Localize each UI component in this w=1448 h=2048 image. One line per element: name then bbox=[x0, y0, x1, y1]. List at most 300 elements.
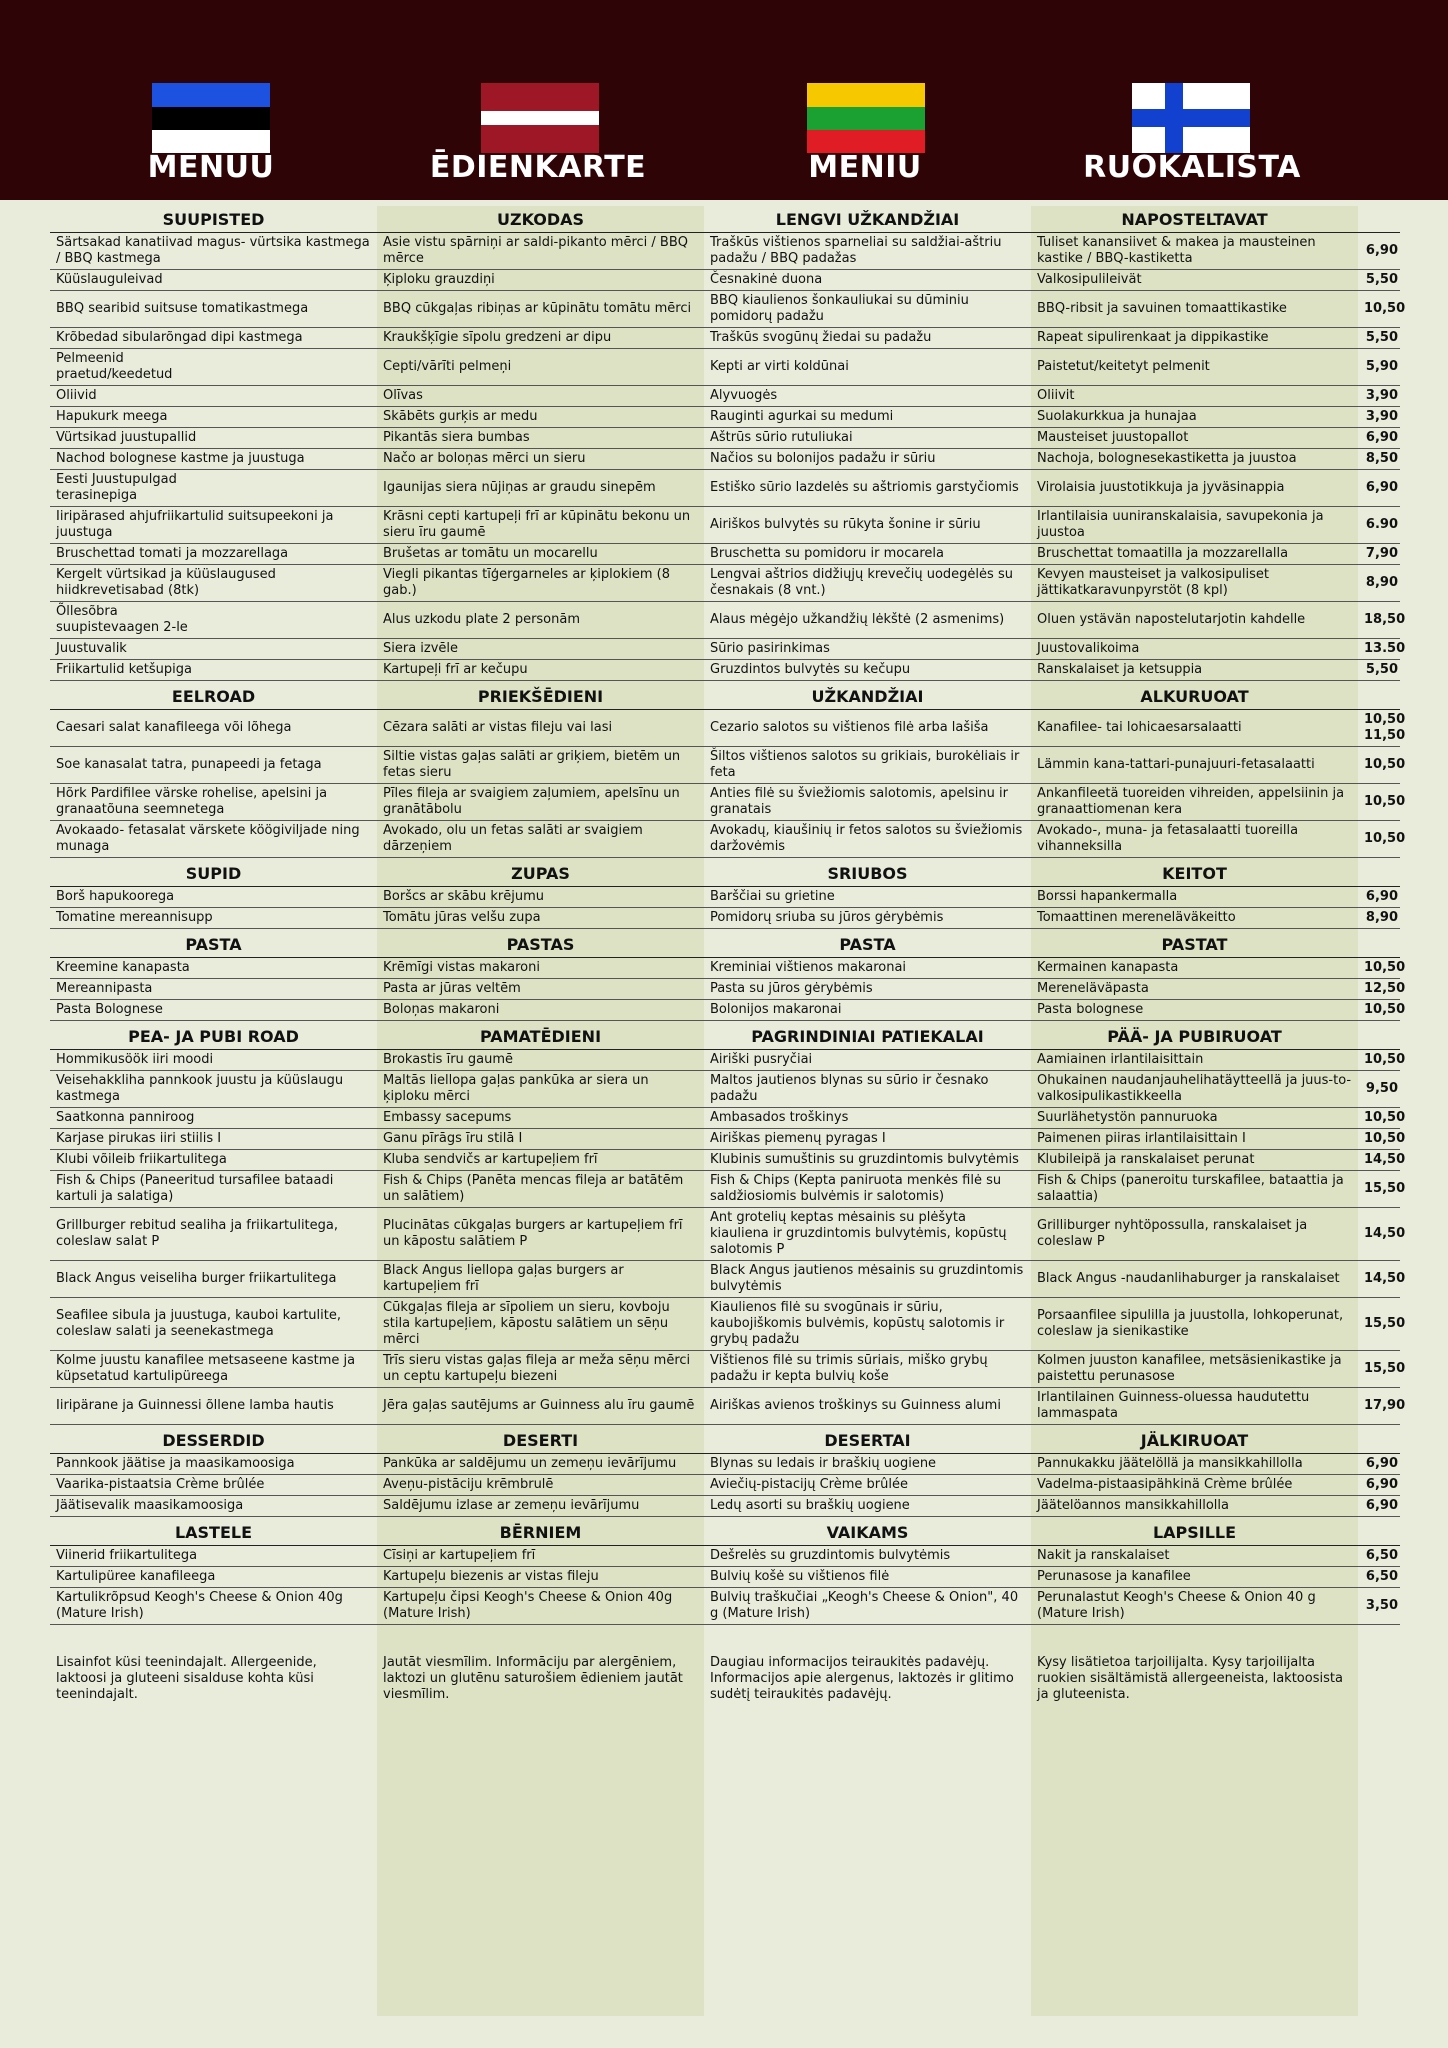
item-name-finnish: Vadelma-pistaasipähkinä Crème brûlée bbox=[1031, 1475, 1358, 1496]
section-title-estonian: PASTA bbox=[50, 929, 377, 958]
item-name-latvian: Pankūka ar saldējumu un zemeņu ievārījumu bbox=[377, 1454, 704, 1475]
item-name-finnish: Kermainen kanapasta bbox=[1031, 958, 1358, 979]
item-name-lithuanian: Ambasados troškinys bbox=[704, 1108, 1031, 1129]
item-name-latvian: Boršcs ar skābu krējumu bbox=[377, 887, 704, 908]
item-name-estonian: Hommikusöök iiri moodi bbox=[50, 1050, 377, 1071]
item-price: 6,50 bbox=[1358, 1546, 1400, 1567]
item-name-finnish: Pasta bolognese bbox=[1031, 1000, 1358, 1021]
item-name-lithuanian: Traškūs svogūnų žiedai su padažu bbox=[704, 328, 1031, 349]
item-name-latvian: Aveņu-pistāciju krēmbrulē bbox=[377, 1475, 704, 1496]
menu-item-row bbox=[50, 507, 1400, 544]
item-name-estonian: Särtsakad kanatiivad magus- vürtsika kastmega / BBQ kastmega bbox=[50, 233, 377, 270]
section-title-estonian: SUPID bbox=[50, 858, 377, 887]
item-name-estonian: Iiripärased ahjufriikartulid suitsupeekoni ja juustuga bbox=[50, 507, 377, 544]
item-price: 15,50 bbox=[1358, 1171, 1400, 1208]
item-name-finnish: Jäätelöannos mansikkahillolla bbox=[1031, 1496, 1358, 1517]
menu-item-row bbox=[50, 565, 1400, 602]
header-estonian bbox=[46, 0, 376, 200]
menu-item-row bbox=[50, 1388, 1400, 1425]
item-price: 6,90 bbox=[1358, 1475, 1400, 1496]
header-lithuanian bbox=[700, 0, 1030, 200]
item-name-estonian: Kartulikrõpsud Keogh's Cheese & Onion 40g (Mature Irish) bbox=[50, 1588, 377, 1625]
item-name-lithuanian: Sūrio pasirinkimas bbox=[704, 639, 1031, 660]
item-name-lithuanian: Cezario salotos su vištienos filė arba lašiša bbox=[704, 710, 1031, 747]
item-name-finnish: Fish & Chips (paneroitu turskafilee, bataattia ja salaattia) bbox=[1031, 1171, 1358, 1208]
header-title-lithuanian: MENIU bbox=[808, 150, 922, 185]
item-name-finnish: Oluen ystävän napostelutarjotin kahdelle bbox=[1031, 602, 1358, 639]
item-name-latvian: Skābēts gurķis ar medu bbox=[377, 407, 704, 428]
header-latvian bbox=[373, 0, 703, 200]
item-name-estonian: Grillburger rebitud sealiha ja friikartulitega, coleslaw salat P bbox=[50, 1208, 377, 1261]
item-name-latvian: Igaunijas siera nūjiņas ar graudu sinepēm bbox=[377, 470, 704, 507]
item-price: 10,50 bbox=[1358, 821, 1400, 858]
item-name-lithuanian: Klubinis sumuštinis su gruzdintomis bulvytėmis bbox=[704, 1150, 1031, 1171]
section-header-row bbox=[50, 681, 1400, 710]
menu-body bbox=[50, 204, 1406, 1705]
item-name-lithuanian: Fish & Chips (Kepta paniruota menkės filė su saldžiosiomis bulvėmis ir salotomis) bbox=[704, 1171, 1031, 1208]
item-name-estonian: Eesti Juustupulgad terasinepiga bbox=[50, 470, 377, 507]
item-name-latvian: Boloņas makaroni bbox=[377, 1000, 704, 1021]
item-name-lithuanian: BBQ kiaulienos šonkauliukai su dūminiu pomidorų padažu bbox=[704, 291, 1031, 328]
item-name-finnish: Virolaisia juustotikkuja ja jyväsinappia bbox=[1031, 470, 1358, 507]
menu-header bbox=[0, 0, 1448, 200]
section-header-row bbox=[50, 858, 1400, 887]
menu-item-row bbox=[50, 1000, 1400, 1021]
section-title-finnish: LAPSILLE bbox=[1031, 1517, 1358, 1546]
section-title-latvian: PRIEKŠĒDIENI bbox=[377, 681, 704, 710]
item-name-lithuanian: Traškūs vištienos sparneliai su saldžiai-aštriu padažu / BBQ padažas bbox=[704, 233, 1031, 270]
menu-item-row bbox=[50, 1588, 1400, 1625]
item-name-latvian: Viegli pikantas tīģergarneles ar ķiplokiem (8 gab.) bbox=[377, 565, 704, 602]
item-price: 15,50 bbox=[1358, 1298, 1400, 1351]
item-name-finnish: Oliivit bbox=[1031, 386, 1358, 407]
item-name-lithuanian: Ledų asorti su braškių uogiene bbox=[704, 1496, 1031, 1517]
item-name-latvian: Brušetas ar tomātu un mocarellu bbox=[377, 544, 704, 565]
item-name-finnish: Kevyen mausteiset ja valkosipuliset jättikatkaravunpyrstöt (8 kpl) bbox=[1031, 565, 1358, 602]
allergen-note-finnish: Kysy lisätietoa tarjoilijalta. Kysy tarjoilijalta ruokien sisältämistä allergeeneista, laktoosista ja gluteenista. bbox=[1037, 1655, 1343, 1702]
item-name-latvian: Kartupeļi frī ar kečupu bbox=[377, 660, 704, 681]
item-name-lithuanian: Načios su bolonijos padažu ir sūriu bbox=[704, 449, 1031, 470]
item-name-latvian: Jēra gaļas sautējums ar Guinness alu īru gaumē bbox=[377, 1388, 704, 1425]
menu-item-row bbox=[50, 1071, 1400, 1108]
item-name-finnish: Mereneläväpasta bbox=[1031, 979, 1358, 1000]
notes-spacer bbox=[1358, 1625, 1400, 1706]
menu-item-row bbox=[50, 747, 1400, 784]
item-name-lithuanian: Maltos jautienos blynas su sūrio ir česnako padažu bbox=[704, 1071, 1031, 1108]
section-title-latvian: PASTAS bbox=[377, 929, 704, 958]
item-name-latvian: Cepti/vārīti pelmeņi bbox=[377, 349, 704, 386]
menu-item-row bbox=[50, 1129, 1400, 1150]
item-name-finnish: Mausteiset juustopallot bbox=[1031, 428, 1358, 449]
item-name-lithuanian: Alyvuogės bbox=[704, 386, 1031, 407]
menu-item-row bbox=[50, 639, 1400, 660]
item-name-latvian: Siera izvēle bbox=[377, 639, 704, 660]
section-header-row bbox=[50, 1425, 1400, 1454]
item-name-estonian: Iiripärane ja Guinnessi õllene lamba hautis bbox=[50, 1388, 377, 1425]
menu-item-row bbox=[50, 407, 1400, 428]
section-price-spacer bbox=[1358, 681, 1400, 710]
item-name-estonian: Seafilee sibula ja juustuga, kauboi kartulite, coleslaw salati ja seenekastmega bbox=[50, 1298, 377, 1351]
item-name-finnish: Lämmin kana-tattari-punajuuri-fetasalaatti bbox=[1031, 747, 1358, 784]
item-name-latvian: Saldējumu izlase ar zemeņu ievārījumu bbox=[377, 1496, 704, 1517]
menu-item-row bbox=[50, 270, 1400, 291]
item-price: 10,50 bbox=[1358, 958, 1400, 979]
item-name-estonian: Õllesõbra suupistevaagen 2-le bbox=[50, 602, 377, 639]
item-price: 10,50 bbox=[1358, 747, 1400, 784]
section-title-estonian: DESSERDID bbox=[50, 1425, 377, 1454]
section-title-finnish: KEITOT bbox=[1031, 858, 1358, 887]
item-name-lithuanian: Estiško sūrio lazdelės su aštriomis garstyčiomis bbox=[704, 470, 1031, 507]
item-name-estonian: Kergelt vürtsikad ja küüslaugused hiidkrevetisabad (8tk) bbox=[50, 565, 377, 602]
item-name-latvian: Asie vistu spārniņi ar saldi-pikanto mērci / BBQ mērce bbox=[377, 233, 704, 270]
item-price: 6,90 bbox=[1358, 1454, 1400, 1475]
section-title-finnish: PASTAT bbox=[1031, 929, 1358, 958]
item-price: 17,90 bbox=[1358, 1388, 1400, 1425]
menu-item-row bbox=[50, 1567, 1400, 1588]
header-finnish bbox=[1027, 0, 1357, 200]
item-price: 6,90 bbox=[1358, 887, 1400, 908]
section-title-estonian: EELROAD bbox=[50, 681, 377, 710]
item-name-estonian: Kartulipüree kanafileega bbox=[50, 1567, 377, 1588]
section-title-lithuanian: VAIKAMS bbox=[704, 1517, 1031, 1546]
item-name-latvian: Pīles fileja ar svaigiem zaļumiem, apelsīnu un granātābolu bbox=[377, 784, 704, 821]
menu-item-row bbox=[50, 349, 1400, 386]
item-name-finnish: Pannukakku jäätelöllä ja mansikkahillolla bbox=[1031, 1454, 1358, 1475]
item-price: 7,90 bbox=[1358, 544, 1400, 565]
item-name-estonian: Viinerid friikartulitega bbox=[50, 1546, 377, 1567]
item-name-latvian: Kluba sendvičs ar kartupeļiem frī bbox=[377, 1150, 704, 1171]
item-price: 5,50 bbox=[1358, 660, 1400, 681]
item-name-latvian: Krēmīgi vistas makaroni bbox=[377, 958, 704, 979]
item-name-latvian: Embassy sacepums bbox=[377, 1108, 704, 1129]
section-header-row bbox=[50, 1517, 1400, 1546]
item-name-finnish: Irlantilainen Guinness-oluessa haudutettu lammaspata bbox=[1031, 1388, 1358, 1425]
item-name-estonian: Juustuvalik bbox=[50, 639, 377, 660]
menu-item-row bbox=[50, 1546, 1400, 1567]
item-name-lithuanian: Airiškos bulvytės su rūkyta šonine ir sūriu bbox=[704, 507, 1031, 544]
item-name-estonian: Veisehakkliha pannkook juustu ja küüslaugu kastmega bbox=[50, 1071, 377, 1108]
item-name-latvian: Brokastis īru gaumē bbox=[377, 1050, 704, 1071]
menu-item-row bbox=[50, 784, 1400, 821]
allergen-note-latvian: Jautāt viesmīlim. Informāciju par alergēniem, laktozi un glutēnu saturošiem ēdieniem jautāt viesmīlim. bbox=[383, 1655, 683, 1702]
item-name-lithuanian: Česnakinė duona bbox=[704, 270, 1031, 291]
item-price: 5,50 bbox=[1358, 328, 1400, 349]
item-name-latvian: Kartupeļu čipsi Keogh's Cheese & Onion 40g (Mature Irish) bbox=[377, 1588, 704, 1625]
item-name-latvian: Krāsni cepti kartupeļi frī ar kūpinātu bekonu un sieru īru gaumē bbox=[377, 507, 704, 544]
menu-item-row bbox=[50, 1496, 1400, 1517]
finland-flag-icon bbox=[1132, 83, 1250, 153]
item-name-finnish: Paimenen piiras irlantilaisittain I bbox=[1031, 1129, 1358, 1150]
item-price: 8,50 bbox=[1358, 449, 1400, 470]
item-name-latvian: Trīs sieru vistas gaļas fileja ar meža sēņu mērci un ceptu kartupeļu biezeni bbox=[377, 1351, 704, 1388]
item-name-latvian: Siltie vistas gaļas salāti ar griķiem, bietēm un fetas sieru bbox=[377, 747, 704, 784]
section-title-estonian: SUUPISTED bbox=[50, 204, 377, 233]
menu-item-row bbox=[50, 602, 1400, 639]
item-name-finnish: Paistetut/keitetyt pelmenit bbox=[1031, 349, 1358, 386]
item-name-finnish: Bruschettat tomaatilla ja mozzarellalla bbox=[1031, 544, 1358, 565]
section-title-lithuanian: PAGRINDINIAI PATIEKALAI bbox=[704, 1021, 1031, 1050]
menu-item-row bbox=[50, 908, 1400, 929]
menu-item-row bbox=[50, 470, 1400, 507]
item-name-finnish: Porsaanfilee sipulilla ja juustolla, lohkoperunat, coleslaw ja sienikastike bbox=[1031, 1298, 1358, 1351]
item-price: 6,90 bbox=[1358, 428, 1400, 449]
menu-item-row bbox=[50, 1171, 1400, 1208]
menu-item-row bbox=[50, 328, 1400, 349]
menu-item-row bbox=[50, 887, 1400, 908]
item-name-latvian: Načo ar boloņas mērci un sieru bbox=[377, 449, 704, 470]
item-price: 13.50 bbox=[1358, 639, 1400, 660]
item-name-estonian: Bruschettad tomati ja mozzarellaga bbox=[50, 544, 377, 565]
allergen-note-estonian: Lisainfot küsi teenindajalt. Allergeenide, laktoosi ja gluteeni sisalduse kohta küsi teenindajalt. bbox=[56, 1655, 317, 1702]
section-price-spacer bbox=[1358, 1021, 1400, 1050]
item-name-finnish: Grilliburger nyhtöpossulla, ranskalaiset ja coleslaw P bbox=[1031, 1208, 1358, 1261]
lithuania-flag-icon bbox=[807, 83, 925, 153]
item-name-estonian: BBQ searibid suitsuse tomatikastmega bbox=[50, 291, 377, 328]
item-name-finnish: Klubileipä ja ranskalaiset perunat bbox=[1031, 1150, 1358, 1171]
item-name-finnish: Ohukainen naudanjauhelihatäytteellä ja juus-to-valkosipulikastikkeella bbox=[1031, 1071, 1358, 1108]
item-name-lithuanian: Lengvai aštrios didžiųjų krevečių uodegėlės su česnakais (8 vnt.) bbox=[704, 565, 1031, 602]
item-name-finnish: Kolmen juuston kanafilee, metsäsienikastike ja paistettu perunasose bbox=[1031, 1351, 1358, 1388]
item-name-estonian: Tomatine mereannisupp bbox=[50, 908, 377, 929]
item-name-finnish: Nakit ja ranskalaiset bbox=[1031, 1546, 1358, 1567]
section-title-finnish: ALKURUOAT bbox=[1031, 681, 1358, 710]
header-title-estonian: MENÜÜ bbox=[147, 150, 275, 185]
item-name-lithuanian: Barščiai su grietine bbox=[704, 887, 1031, 908]
item-price: 15,50 bbox=[1358, 1351, 1400, 1388]
item-price: 6,90 bbox=[1358, 233, 1400, 270]
item-name-lithuanian: Ant grotelių keptas mėsainis su plėšyta kiauliena ir gruzdintomis bulvytėmis, kopūstų salotomis P bbox=[704, 1208, 1031, 1261]
item-name-latvian: Cīsiņi ar kartupeļiem frī bbox=[377, 1546, 704, 1567]
item-name-lithuanian: Kiaulienos filė su svogūnais ir sūriu, kaubojiškomis bulvėmis, kopūstų salotomis ir grybų padažu bbox=[704, 1298, 1031, 1351]
section-title-latvian: BĒRNIEM bbox=[377, 1517, 704, 1546]
item-name-estonian: Pelmeenid praetud/keedetud bbox=[50, 349, 377, 386]
section-title-latvian: ZUPAS bbox=[377, 858, 704, 887]
item-price: 8,90 bbox=[1358, 908, 1400, 929]
section-title-latvian: PAMATĒDIENI bbox=[377, 1021, 704, 1050]
header-title-latvian: ĒDIENKARTE bbox=[429, 150, 647, 185]
latvia-flag-icon bbox=[481, 83, 599, 153]
item-name-finnish: Valkosipulileivät bbox=[1031, 270, 1358, 291]
item-name-estonian: Vaarika-pistaatsia Crème brûlée bbox=[50, 1475, 377, 1496]
menu-item-row bbox=[50, 1475, 1400, 1496]
item-name-lithuanian: Alaus mėgėjo užkandžių lėkštė (2 asmenims) bbox=[704, 602, 1031, 639]
item-name-estonian: Pannkook jäätise ja maasikamoosiga bbox=[50, 1454, 377, 1475]
item-name-lithuanian: Bolonijos makaronai bbox=[704, 1000, 1031, 1021]
item-name-latvian: Avokado, olu un fetas salāti ar svaigiem dārzeņiem bbox=[377, 821, 704, 858]
item-name-lithuanian: Airiškas avienos troškinys su Guinness alumi bbox=[704, 1388, 1031, 1425]
item-name-finnish: Borssi hapankermalla bbox=[1031, 887, 1358, 908]
item-price: 12,50 bbox=[1358, 979, 1400, 1000]
item-name-estonian: Hõrk Pardifilee värske rohelise, apelsini ja granaatõuna seemnetega bbox=[50, 784, 377, 821]
item-price: 5,50 bbox=[1358, 270, 1400, 291]
item-name-finnish: Avokado-, muna- ja fetasalaatti tuoreilla vihanneksilla bbox=[1031, 821, 1358, 858]
item-name-estonian: Hapukurk meega bbox=[50, 407, 377, 428]
item-name-latvian: Plucinātas cūkgaļas burgers ar kartupeļiem frī un kāpostu salātiem P bbox=[377, 1208, 704, 1261]
menu-item-row bbox=[50, 428, 1400, 449]
section-price-spacer bbox=[1358, 858, 1400, 887]
menu-item-row bbox=[50, 291, 1400, 328]
allergen-note-lithuanian: Daugiau informacijos teiraukitės padavėjų. Informacijos apie alergenus, laktozės ir glitimo sudėtį teiraukitės padavėjų. bbox=[710, 1655, 1014, 1702]
section-title-finnish: JÄLKIRUOAT bbox=[1031, 1425, 1358, 1454]
section-title-latvian: DESERTI bbox=[377, 1425, 704, 1454]
item-name-latvian: Cēzara salāti ar vistas fileju vai lasi bbox=[377, 710, 704, 747]
item-name-latvian: Maltās liellopa gaļas pankūka ar siera un ķiploku mērci bbox=[377, 1071, 704, 1108]
item-name-latvian: Fish & Chips (Panēta mencas fileja ar batātēm un salātiem) bbox=[377, 1171, 704, 1208]
item-price: 3,90 bbox=[1358, 386, 1400, 407]
item-price: 6,50 bbox=[1358, 1567, 1400, 1588]
item-name-estonian: Black Angus veiseliha burger friikartulitega bbox=[50, 1261, 377, 1298]
item-name-estonian: Klubi võileib friikartulitega bbox=[50, 1150, 377, 1171]
menu-item-row bbox=[50, 1298, 1400, 1351]
item-name-latvian: Kraukšķīgie sīpolu gredzeni ar dipu bbox=[377, 328, 704, 349]
item-price: 6.90 bbox=[1358, 507, 1400, 544]
item-name-latvian: Pikantās siera bumbas bbox=[377, 428, 704, 449]
menu-item-row bbox=[50, 979, 1400, 1000]
item-name-finnish: Rapeat sipulirenkaat ja dippikastike bbox=[1031, 328, 1358, 349]
item-name-lithuanian: Dešrelės su gruzdintomis bulvytėmis bbox=[704, 1546, 1031, 1567]
item-name-lithuanian: Anties filė su šviežiomis salotomis, apelsinu ir granatais bbox=[704, 784, 1031, 821]
section-title-finnish: NAPOSTELTAVAT bbox=[1031, 204, 1358, 233]
item-name-finnish: Aamiainen irlantilaisittain bbox=[1031, 1050, 1358, 1071]
item-name-latvian: Kartupeļu biezenis ar vistas fileju bbox=[377, 1567, 704, 1588]
item-name-estonian: Caesari salat kanafileega või lõhega bbox=[50, 710, 377, 747]
item-name-finnish: Juustovalikoima bbox=[1031, 639, 1358, 660]
item-name-estonian: Borš hapukoorega bbox=[50, 887, 377, 908]
item-price: 10,50 11,50 bbox=[1358, 710, 1400, 747]
section-title-estonian: LASTELE bbox=[50, 1517, 377, 1546]
item-price: 14,50 bbox=[1358, 1261, 1400, 1298]
item-name-finnish: Perunasose ja kanafilee bbox=[1031, 1567, 1358, 1588]
item-name-lithuanian: Avokadų, kiaušinių ir fetos salotos su šviežiomis daržovėmis bbox=[704, 821, 1031, 858]
item-name-lithuanian: Gruzdintos bulvytės su kečupu bbox=[704, 660, 1031, 681]
item-name-estonian: Soe kanasalat tatra, punapeedi ja fetaga bbox=[50, 747, 377, 784]
menu-item-row bbox=[50, 1351, 1400, 1388]
item-name-finnish: Nachoja, bolognesekastiketta ja juustoa bbox=[1031, 449, 1358, 470]
item-name-estonian: Oliivid bbox=[50, 386, 377, 407]
item-price: 10,50 bbox=[1358, 1050, 1400, 1071]
item-price: 3,50 bbox=[1358, 1588, 1400, 1625]
item-name-latvian: Black Angus liellopa gaļas burgers ar kartupeļiem frī bbox=[377, 1261, 704, 1298]
item-name-estonian: Friikartulid ketšupiga bbox=[50, 660, 377, 681]
item-name-estonian: Kreemine kanapasta bbox=[50, 958, 377, 979]
item-price: 8,90 bbox=[1358, 565, 1400, 602]
item-name-latvian: Ganu pīrāgs īru stilā I bbox=[377, 1129, 704, 1150]
item-name-estonian: Nachod bolognese kastme ja juustuga bbox=[50, 449, 377, 470]
section-price-spacer bbox=[1358, 204, 1400, 233]
item-name-estonian: Pasta Bolognese bbox=[50, 1000, 377, 1021]
item-name-estonian: Saatkonna panniroog bbox=[50, 1108, 377, 1129]
item-name-lithuanian: Bulvių traškučiai „Keogh's Cheese & Onion", 40 g (Mature Irish) bbox=[704, 1588, 1031, 1625]
item-name-estonian: Krõbedad sibularõngad dipi kastmega bbox=[50, 328, 377, 349]
item-name-estonian: Küüslauguleivad bbox=[50, 270, 377, 291]
menu-table-wrap bbox=[50, 204, 1406, 1705]
item-name-estonian: Vürtsikad juustupallid bbox=[50, 428, 377, 449]
item-name-finnish: Black Angus -naudanlihaburger ja ranskalaiset bbox=[1031, 1261, 1358, 1298]
menu-item-row bbox=[50, 233, 1400, 270]
section-price-spacer bbox=[1358, 1425, 1400, 1454]
item-name-finnish: Tomaattinen mereneläväkeitto bbox=[1031, 908, 1358, 929]
section-title-finnish: PÄÄ- JA PUBIRUOAT bbox=[1031, 1021, 1358, 1050]
item-name-estonian: Avokaado- fetasalat värskete köögiviljade ning munaga bbox=[50, 821, 377, 858]
item-price: 10,50 bbox=[1358, 1108, 1400, 1129]
item-name-finnish: Kanafilee- tai lohicaesarsalaatti bbox=[1031, 710, 1358, 747]
item-price: 6,90 bbox=[1358, 1496, 1400, 1517]
menu-item-row bbox=[50, 660, 1400, 681]
item-name-lithuanian: Rauginti agurkai su medumi bbox=[704, 407, 1031, 428]
section-title-lithuanian: LENGVI UŽKANDŽIAI bbox=[704, 204, 1031, 233]
item-name-lithuanian: Black Angus jautienos mėsainis su gruzdintomis bulvytėmis bbox=[704, 1261, 1031, 1298]
menu-item-row bbox=[50, 544, 1400, 565]
item-price: 10,50 bbox=[1358, 291, 1400, 328]
item-name-lithuanian: Kreminiai vištienos makaronai bbox=[704, 958, 1031, 979]
section-header-row bbox=[50, 1021, 1400, 1050]
item-price: 14,50 bbox=[1358, 1208, 1400, 1261]
menu-item-row bbox=[50, 821, 1400, 858]
item-name-lithuanian: Šiltos vištienos salotos su grikiais, burokėliais ir feta bbox=[704, 747, 1031, 784]
item-name-lithuanian: Bulvių košė su vištienos filė bbox=[704, 1567, 1031, 1588]
item-price: 14,50 bbox=[1358, 1150, 1400, 1171]
item-name-lithuanian: Aviečių-pistacijų Crème brûlée bbox=[704, 1475, 1031, 1496]
item-name-latvian: Cūkgaļas fileja ar sīpoliem un sieru, kovboju stila kartupeļiem, kāpostu salātiem un sēņu mērci bbox=[377, 1298, 704, 1351]
item-price: 10,50 bbox=[1358, 784, 1400, 821]
item-name-latvian: Tomātu jūras velšu zupa bbox=[377, 908, 704, 929]
menu-item-row bbox=[50, 386, 1400, 407]
section-header-row bbox=[50, 929, 1400, 958]
item-name-finnish: Suurlähetystön pannuruoka bbox=[1031, 1108, 1358, 1129]
item-name-finnish: Suolakurkkua ja hunajaa bbox=[1031, 407, 1358, 428]
item-name-lithuanian: Pomidorų sriuba su jūros gėrybėmis bbox=[704, 908, 1031, 929]
menu-item-row bbox=[50, 1208, 1400, 1261]
item-name-estonian: Karjase pirukas iiri stiilis I bbox=[50, 1129, 377, 1150]
item-name-lithuanian: Pasta su jūros gėrybėmis bbox=[704, 979, 1031, 1000]
section-title-lithuanian: DESERTAI bbox=[704, 1425, 1031, 1454]
item-price: 3,90 bbox=[1358, 407, 1400, 428]
section-title-lithuanian: SRIUBOS bbox=[704, 858, 1031, 887]
item-name-estonian: Mereannipasta bbox=[50, 979, 377, 1000]
item-price: 18,50 bbox=[1358, 602, 1400, 639]
item-name-estonian: Fish & Chips (Paneeritud tursafilee bataadi kartuli ja salatiga) bbox=[50, 1171, 377, 1208]
item-price: 5,90 bbox=[1358, 349, 1400, 386]
item-name-finnish: Ranskalaiset ja ketsuppia bbox=[1031, 660, 1358, 681]
menu-item-row bbox=[50, 1050, 1400, 1071]
item-name-estonian: Kolme juustu kanafilee metsaseene kastme ja küpsetatud kartulipüreega bbox=[50, 1351, 377, 1388]
menu-table bbox=[50, 204, 1406, 1705]
item-price: 9,50 bbox=[1358, 1071, 1400, 1108]
item-name-finnish: BBQ-ribsit ja savuinen tomaattikastike bbox=[1031, 291, 1358, 328]
menu-item-row bbox=[50, 1454, 1400, 1475]
menu-item-row bbox=[50, 958, 1400, 979]
item-name-latvian: BBQ cūkgaļas ribiņas ar kūpinātu tomātu mērci bbox=[377, 291, 704, 328]
item-name-lithuanian: Blynas su ledais ir braškių uogiene bbox=[704, 1454, 1031, 1475]
menu-item-row bbox=[50, 1108, 1400, 1129]
item-name-lithuanian: Airiški pusryčiai bbox=[704, 1050, 1031, 1071]
item-name-finnish: Ankanfileetä tuoreiden vihreiden, appelsiinin ja granaattiomenan kera bbox=[1031, 784, 1358, 821]
menu-item-row bbox=[50, 1150, 1400, 1171]
item-price: 10,50 bbox=[1358, 1129, 1400, 1150]
item-name-finnish: Irlantilaisia uuniranskalaisia, savupekonia ja juustoa bbox=[1031, 507, 1358, 544]
header-title-finnish: RUOKALISTA bbox=[1083, 150, 1301, 185]
section-price-spacer bbox=[1358, 929, 1400, 958]
item-name-latvian: Ķiploku grauzdiņi bbox=[377, 270, 704, 291]
item-name-finnish: Tuliset kanansiivet & makea ja mausteinen kastike / BBQ-kastiketta bbox=[1031, 233, 1358, 270]
item-name-lithuanian: Kepti ar virti koldūnai bbox=[704, 349, 1031, 386]
section-title-latvian: UZKODAS bbox=[377, 204, 704, 233]
item-name-estonian: Jäätisevalik maasikamoosiga bbox=[50, 1496, 377, 1517]
item-name-finnish: Perunalastut Keogh's Cheese & Onion 40 g (Mature Irish) bbox=[1031, 1588, 1358, 1625]
notes-row bbox=[50, 1625, 1400, 1706]
item-name-lithuanian: Aštrūs sūrio rutuliukai bbox=[704, 428, 1031, 449]
item-name-lithuanian: Bruschetta su pomidoru ir mocarela bbox=[704, 544, 1031, 565]
